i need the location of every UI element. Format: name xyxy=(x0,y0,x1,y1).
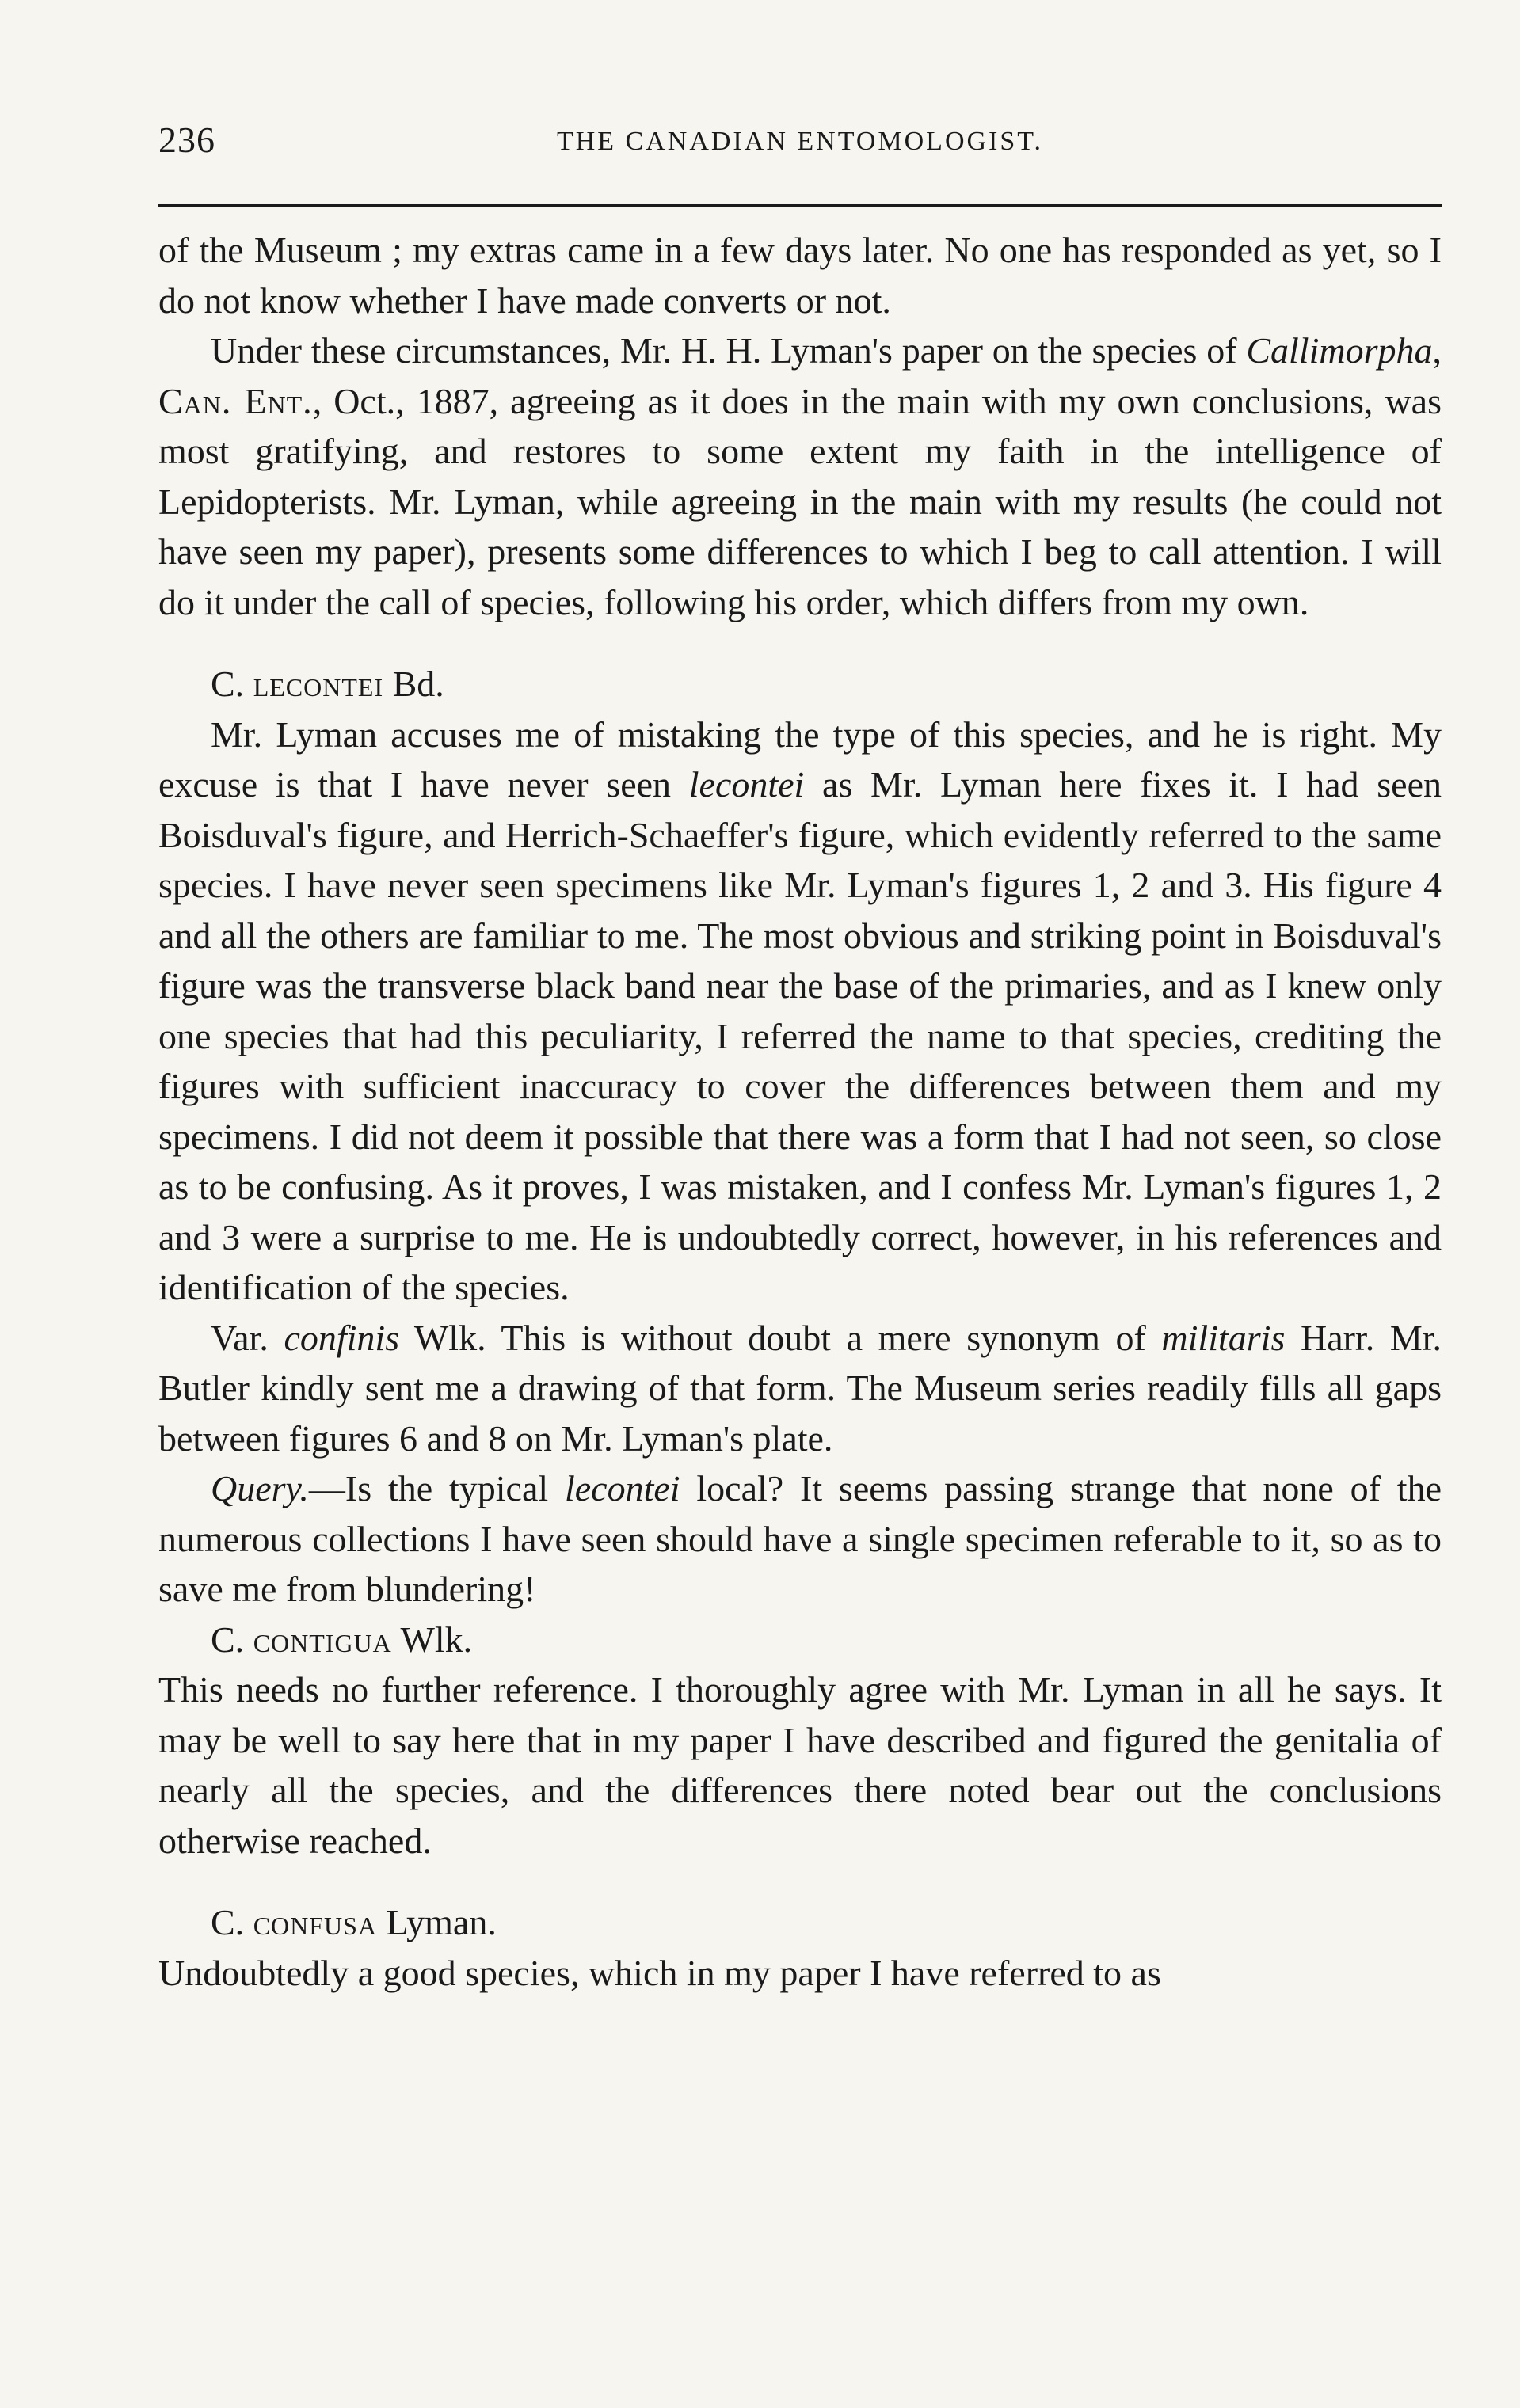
species-name: contigua xyxy=(253,1619,392,1660)
page-number: 236 xyxy=(158,120,215,160)
text-run: Var. xyxy=(211,1317,284,1358)
header-rule xyxy=(158,204,1442,207)
paragraph-continuation: of the Museum ; my extras came in a few days later. No one has responded as yet, so I do not know whether I have made converts or not. xyxy=(158,230,1442,321)
text-run: C. xyxy=(211,1902,253,1942)
text-run: C. xyxy=(211,1619,253,1660)
paragraph-confinis xyxy=(158,1313,1442,1464)
text-run: C. xyxy=(211,664,253,704)
genus-name: Callimorpha xyxy=(1246,330,1433,371)
species-name: lecontei xyxy=(564,1468,680,1508)
paragraph-lyman-paper xyxy=(158,325,1442,627)
text-run: as Mr. Lyman here fixes it. I had seen Boisduval's figure, and Herrich-Schaeffer's figure, which evidently referred to the same species. I have never seen specimens like Mr. Lyman's figures 1, 2 and 3. His figure 4 and all the others are familiar to me. The most obvious and striking point in Boisduval's figure was the transverse black band near the base of the primaries, and as I knew only one species that had this peculiarity, I referred the name to that species, crediting the figures with sufficient inaccuracy to cover the differences between them and my specimens. I did not deem it possible that there was a form that I had not seen, so close as to be confusing. As it proves, I was mistaken, and I confess Mr. Lyman's figures 1, 2 and 3 were a surprise to me. He is undoubtedly correct, however, in his references and identification of the species. xyxy=(158,764,1442,1307)
query-label: Query. xyxy=(211,1468,309,1508)
species-name: militaris xyxy=(1161,1317,1286,1358)
text-run: Mr. Lyman accuses me of mistaking the type of this species, and he is right. My excuse is that I have never seen xyxy=(158,713,1442,805)
paragraph-contigua: This needs no further reference. I thoroughly agree with Mr. Lyman in all he says. It may be well to say here that in my paper I have described and figured the genitalia of nearly all the species, and the differences there noted bear out the conclusions otherwise reached. xyxy=(158,1669,1442,1861)
text-run: local? It seems passing strange that none of the numerous collections I have seen should have a single specimen referable to it, so as to save me from blundering! xyxy=(158,1468,1442,1609)
text-run: , xyxy=(1432,330,1442,371)
paragraph-lecontei xyxy=(158,709,1442,1313)
species-name: confusa xyxy=(253,1902,378,1942)
species-heading-lecontei xyxy=(158,659,1442,709)
text-run: Bd. xyxy=(383,664,444,704)
paragraph-query xyxy=(158,1463,1442,1615)
text-run: Wlk. This is without doubt a mere synonym of xyxy=(399,1317,1162,1358)
running-head xyxy=(158,119,1442,174)
species-heading-confusa xyxy=(158,1897,1442,1948)
text-run: Under these circumstances, Mr. H. H. Lyman's paper on the species of xyxy=(211,330,1247,371)
text-run: Wlk. xyxy=(391,1619,473,1660)
text-run: Lyman. xyxy=(377,1902,497,1942)
species-name: lecontei xyxy=(688,764,805,805)
species-heading-contigua xyxy=(158,1615,1442,1665)
journal-citation: Can. Ent. xyxy=(158,380,313,421)
text-run: , Oct., 1887, agreeing as it does in the main with my own conclusions, was most gratifying, and restores to some extent my faith in the intelligence of Lepidopterists. Mr. Lyman, while agreeing in the main with my results (he could not have seen my paper), presents some differences to which I beg to call attention. I will do it under the call of species, following his order, which differs from my own. xyxy=(158,380,1442,622)
paragraph-confusa: Undoubtedly a good species, which in my paper I have referred to as xyxy=(158,1952,1161,1993)
species-name: confinis xyxy=(284,1317,400,1358)
page xyxy=(158,119,1442,1998)
article-body xyxy=(158,225,1442,1998)
text-run: —Is the typical xyxy=(308,1468,565,1508)
journal-title: THE CANADIAN ENTOMOLOGIST. xyxy=(556,127,1044,156)
species-name: lecontei xyxy=(253,664,384,704)
text-run: Harr. Mr. Butler kindly sent me a drawing of that form. The Museum series readily fills all gaps between figures 6 and 8 on Mr. Lyman's plate. xyxy=(158,1317,1442,1459)
